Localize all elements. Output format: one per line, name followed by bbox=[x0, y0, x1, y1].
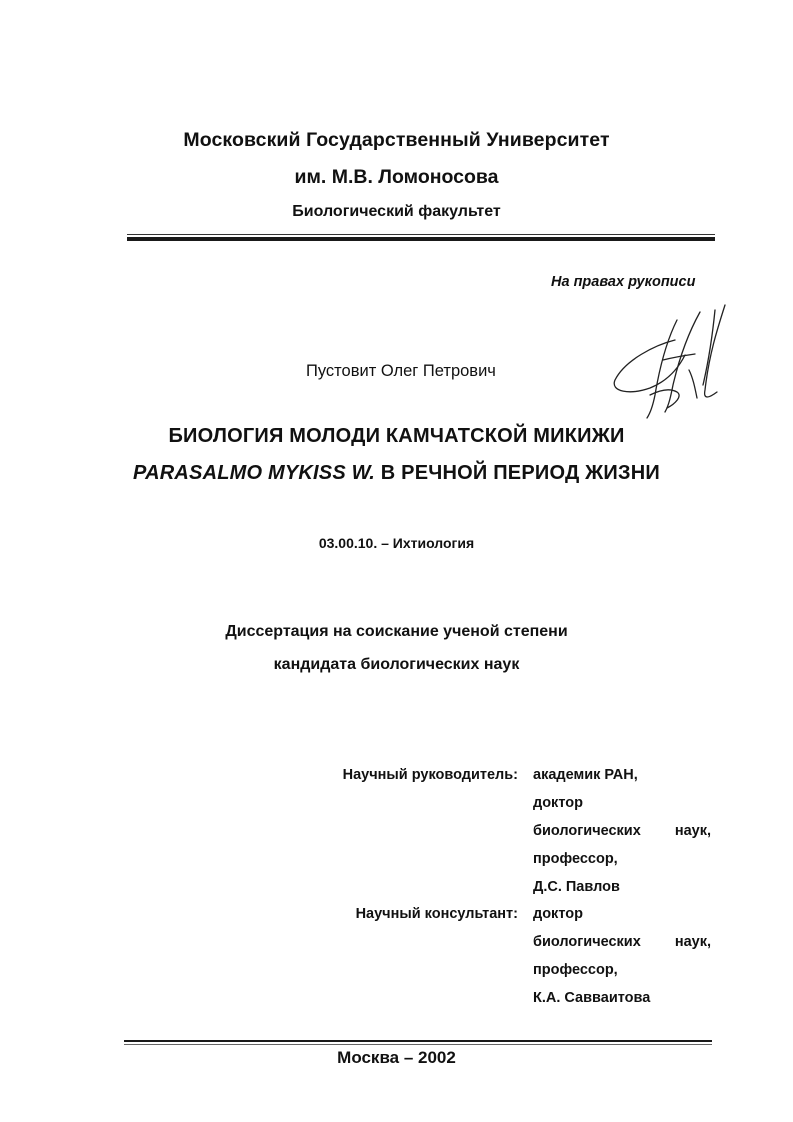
supervisor-line: профессор, bbox=[533, 851, 618, 867]
consultant-line: биологических bbox=[533, 934, 641, 950]
footer-rule-thick bbox=[124, 1040, 712, 1042]
dissertation-title-line1: БИОЛОГИЯ МОЛОДИ КАМЧАТСКОЙ МИКИЖИ bbox=[168, 425, 625, 447]
supervisor-line: академик РАН, bbox=[533, 767, 638, 783]
rights-note: На правах рукописи bbox=[551, 274, 696, 290]
consultant-label: Научный консультант: bbox=[355, 906, 518, 922]
supervisor-line: наук, bbox=[674, 823, 711, 839]
supervisor-line: доктор bbox=[533, 795, 583, 811]
supervisor-line: биологических bbox=[533, 823, 641, 839]
consultant-name: К.А. Савваитова bbox=[533, 990, 651, 1006]
consultant-line-justified bbox=[533, 934, 711, 950]
signature-icon bbox=[605, 300, 730, 425]
consultant-line: доктор bbox=[533, 906, 583, 922]
species-name: PARASALMO MYKISS W. bbox=[133, 462, 375, 484]
supervisor-line-justified bbox=[533, 823, 711, 839]
supervisor-name: Д.С. Павлов bbox=[533, 879, 620, 895]
degree-line1: Диссертация на соискание ученой степени bbox=[225, 623, 568, 640]
specialty-code: 03.00.10. – Ихтиология bbox=[318, 535, 475, 551]
footer-rule-thin bbox=[124, 1044, 712, 1045]
faculty-name: Биологический факультет bbox=[292, 203, 501, 220]
dissertation-title-line2 bbox=[0, 462, 793, 485]
city-year: Москва – 2002 bbox=[337, 1048, 456, 1067]
consultant-line: наук, bbox=[674, 934, 711, 950]
title-line2-rest: В РЕЧНОЙ ПЕРИОД ЖИЗНИ bbox=[375, 462, 660, 484]
supervisor-label: Научный руководитель: bbox=[342, 767, 518, 783]
degree-line2: кандидата биологических наук bbox=[273, 656, 520, 673]
consultant-line: профессор, bbox=[533, 962, 618, 978]
university-name: Московский Государственный Университет bbox=[183, 129, 610, 151]
header-rule-thick bbox=[127, 237, 715, 241]
author-name: Пустовит Олег Петрович bbox=[306, 362, 496, 380]
university-honorific: им. М.В. Ломоносова bbox=[294, 166, 499, 188]
header-rule-thin bbox=[127, 234, 715, 235]
